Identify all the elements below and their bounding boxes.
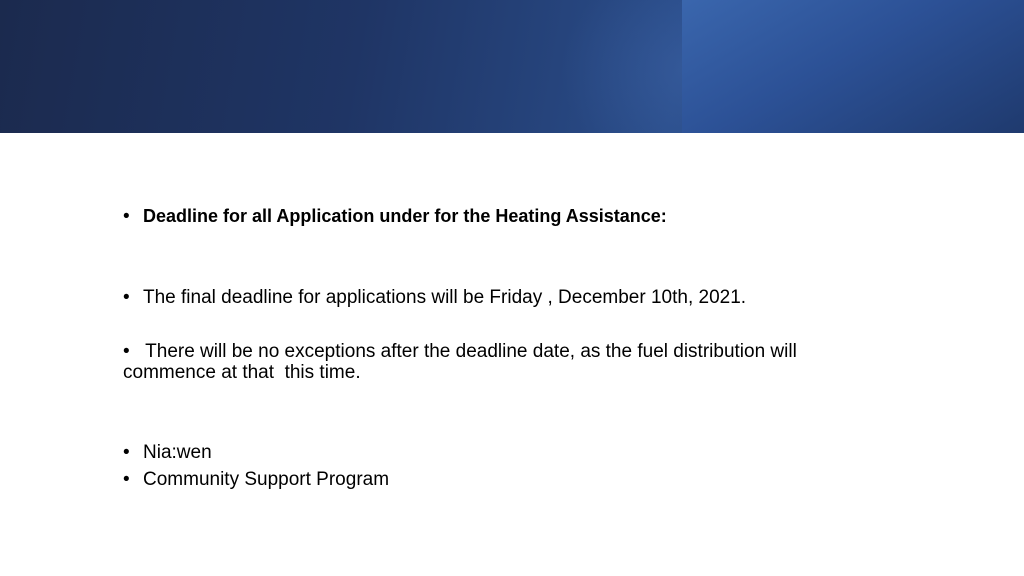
deadline-text: The final deadline for applications will be Friday , December 10th, 2021. <box>143 287 747 308</box>
program-bullet-item <box>123 469 883 490</box>
exceptions-text-line1: There will be no exceptions after the deadline date, as the fuel distribution will <box>129 341 797 362</box>
exceptions-first-line <box>123 341 883 362</box>
bullet-glyph: • <box>123 469 130 490</box>
header-banner <box>0 0 1024 133</box>
exceptions-text-line2: commence at that this time. <box>123 362 361 383</box>
heading-bullet-item <box>123 206 883 227</box>
bullet-glyph: • <box>123 287 130 308</box>
deadline-bullet-item <box>123 287 883 308</box>
bullet-glyph: • <box>123 206 130 227</box>
bullet-glyph: • <box>123 442 130 463</box>
slide-heading: Deadline for all Application under for the Heating Assistance: <box>143 206 667 226</box>
exceptions-bullet-item <box>123 341 883 383</box>
bullet-glyph: • <box>123 341 130 362</box>
program-name: Community Support Program <box>143 469 390 490</box>
header-accent-panel <box>682 0 1024 133</box>
org-name: Nia:wen <box>143 442 212 463</box>
org-bullet-item <box>123 442 883 463</box>
